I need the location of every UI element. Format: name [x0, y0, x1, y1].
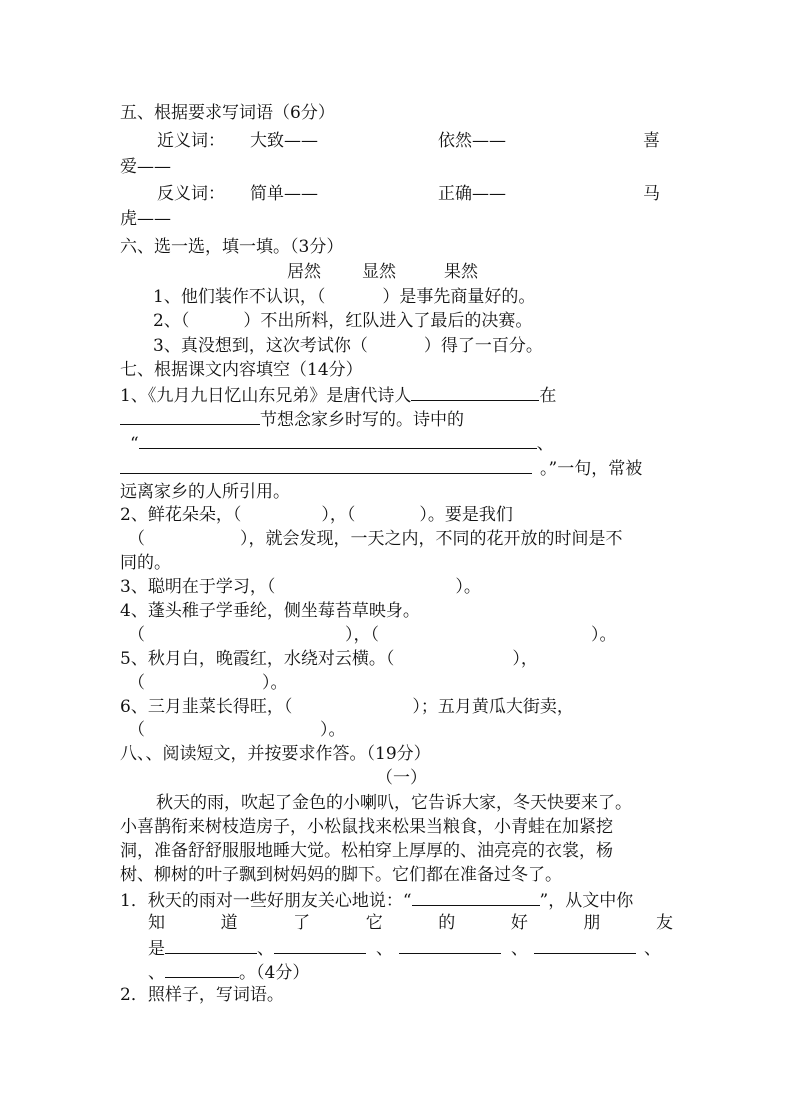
question-text: 。（4分）	[239, 963, 310, 983]
question-word: 友	[655, 913, 673, 933]
question-text: 6、三月韭菜长得旺，（	[120, 697, 293, 717]
question-text: ）不出所料，红队进入了最后的决赛。	[243, 311, 533, 331]
antonym-item-2: 正确——	[438, 184, 506, 204]
question-text: 1、他们装作不认识，（	[153, 287, 326, 307]
answer-blank[interactable]	[165, 935, 257, 954]
answer-blank[interactable]	[139, 430, 537, 449]
proverb-question-line-2	[128, 718, 346, 742]
question-text: ）。	[262, 673, 288, 693]
answer-blank[interactable]	[120, 455, 532, 474]
question-text: 1、《九月九日忆山东兄弟》是唐代诗人	[120, 386, 412, 406]
question-text: 3、聪明在于学习，（	[120, 577, 276, 597]
passage-line-2: 小喜鹊衔来树枝造房子，小松鼠找来松果当粮食，小青蛙在加紧挖	[120, 817, 613, 837]
pause-mark: 、	[257, 939, 274, 959]
answer-blank[interactable]	[399, 935, 501, 954]
reading-question-1-line-4	[148, 959, 309, 985]
reading-question-2: 2．照样子，写词语。	[120, 985, 284, 1005]
question-text: （	[128, 720, 145, 740]
question-text: 节想念家乡时写的。诗中的	[260, 410, 464, 430]
open-quote: “	[130, 434, 139, 454]
poem-line-answer	[128, 623, 617, 647]
question-text: ）。	[591, 625, 617, 645]
question-text: ”，从文中你	[539, 891, 634, 911]
proverb-question-line-1	[120, 695, 574, 719]
question-text: ），就会发现，一天之内，不同的花开放的时间是不	[240, 529, 623, 549]
flower-question-line-3: 同的。	[120, 553, 171, 573]
reading-question-1-line-3	[148, 935, 661, 961]
passage-line-3: 洞，准备舒舒服服地睡大觉。松柏穿上厚厚的、油亮亮的衣裳，杨	[120, 841, 613, 861]
reading-question-1-line-1	[120, 887, 633, 913]
question-text: 2、（	[153, 311, 190, 331]
synonym-item-2: 依然——	[438, 131, 506, 151]
choice-word-3: 果然	[444, 262, 478, 282]
pause-mark: 、	[148, 963, 165, 983]
pause-mark: 、	[644, 939, 661, 959]
passage-line-1: 秋天的雨，吹起了金色的小喇叭，它告诉大家，冬天快要来了。	[156, 793, 632, 813]
question-text: ）得了一百分。	[423, 336, 543, 356]
poem-question-line-3	[130, 430, 554, 456]
question-word: 道	[220, 913, 238, 933]
question-text: 5、秋月白，晚霞红，水绕对云横。（	[120, 649, 395, 669]
question-text: ），（	[345, 625, 379, 645]
pause-mark: 、	[376, 939, 393, 959]
question-text: ），	[512, 649, 538, 669]
pause-mark: 、	[536, 434, 554, 454]
answer-blank[interactable]	[411, 382, 539, 401]
fill-question-3	[153, 334, 543, 358]
question-text: 是	[148, 939, 165, 959]
section-8-title: 八、、阅读短文，并按要求作答。（19分）	[120, 744, 431, 764]
question-text: 2、鲜花朵朵，（	[120, 505, 242, 525]
wisdom-question	[120, 575, 481, 599]
answer-blank[interactable]	[412, 887, 540, 906]
fill-question-2	[153, 309, 532, 333]
passage-line-4: 树、柳树的叶子飘到树妈妈的脚下。它们都在准备过冬了。	[120, 865, 562, 885]
antonym-label: 反义词：	[157, 184, 225, 204]
question-word: 朋	[583, 913, 601, 933]
question-word: 它	[365, 913, 383, 933]
poem-question-line-2	[120, 406, 464, 432]
question-text: （	[128, 529, 145, 549]
antonym-item-3-start: 马	[643, 184, 660, 204]
choice-word-2: 显然	[362, 262, 396, 282]
pause-mark: 、	[511, 939, 528, 959]
antonym-item-3-end: 虎——	[120, 209, 171, 229]
question-text: 。”一句，常被	[540, 459, 643, 479]
poem-question-line-5: 远离家乡的人所引用。	[120, 482, 290, 502]
question-text: ）。要是我们	[419, 505, 513, 525]
passage-subtitle: （一）	[376, 768, 427, 788]
question-word: 的	[438, 913, 456, 933]
answer-blank[interactable]	[165, 959, 239, 978]
synonym-item-3-start: 喜	[643, 131, 660, 151]
poem-line-question: 4、蓬头稚子学垂纶，侧坐莓苔草映身。	[120, 601, 420, 621]
answer-blank[interactable]	[534, 935, 636, 954]
poem-question-line-4	[120, 455, 642, 481]
flower-question-line-1	[120, 503, 513, 527]
question-text: ）。	[455, 577, 481, 597]
couplet-question-line-1	[120, 647, 538, 671]
couplet-question-line-2	[128, 671, 288, 695]
question-text: （	[128, 673, 145, 693]
question-text: 3、真没想到，这次考试你（	[153, 336, 368, 356]
poem-question-line-1	[120, 382, 556, 408]
synonym-item-3-end: 爱——	[120, 157, 171, 177]
question-text: ）是事先商量好的。	[382, 287, 536, 307]
flower-question-line-2	[128, 527, 623, 551]
question-word: 知	[148, 913, 165, 933]
question-text: ），（	[321, 505, 356, 525]
answer-blank[interactable]	[274, 935, 366, 954]
question-word: 好	[510, 913, 528, 933]
section-5-title: 五、根据要求写词语（6分）	[120, 103, 335, 123]
answer-blank[interactable]	[120, 406, 260, 425]
fill-question-1	[153, 285, 535, 309]
synonym-item-1: 大致——	[250, 131, 318, 151]
choice-word-1: 居然	[287, 262, 321, 282]
synonym-label: 近义词：	[157, 131, 225, 151]
question-text: 1．秋天的雨对一些好朋友关心地说：“	[120, 891, 412, 911]
section-7-title: 七、根据课文内容填空（14分）	[120, 360, 363, 380]
question-text: ）。	[320, 720, 346, 740]
question-text: ）；五月黄瓜大街卖，	[412, 697, 574, 717]
reading-question-1-line-2	[148, 911, 673, 935]
question-text: （	[128, 625, 145, 645]
antonym-item-1: 简单——	[250, 184, 318, 204]
section-6-title: 六、选一选，填一填。（3分）	[120, 237, 344, 257]
question-word: 了	[293, 913, 311, 933]
question-text: 在	[539, 386, 557, 406]
